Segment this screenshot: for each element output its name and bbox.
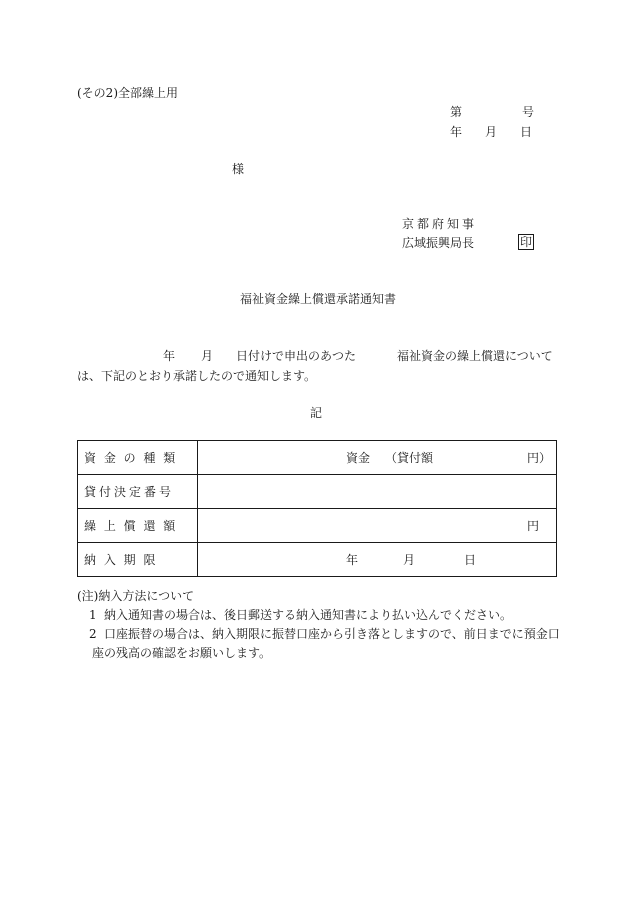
- note-1-text: 納入通知書の場合は、後日郵送する納入通知書により払い込んでください。: [104, 608, 513, 622]
- label-loan-number: 貸付決定番号: [78, 475, 198, 509]
- details-table: [77, 440, 557, 577]
- due-year: 年: [346, 552, 359, 567]
- seal-mark: [518, 234, 534, 250]
- fund-loan-amount: （貸付額: [385, 450, 434, 465]
- value-loan-number: [198, 475, 557, 509]
- body-month: 月: [201, 349, 214, 363]
- body-line2: は、下記のとおり承諾したので通知します。: [77, 369, 317, 383]
- label-fund-type: 資 金 の 種 類: [78, 441, 198, 475]
- date-day: 日: [520, 125, 533, 139]
- seal-text: 印: [520, 235, 533, 249]
- value-prepayment-amount: [198, 509, 557, 543]
- value-fund-type: [198, 441, 557, 475]
- label-prepayment-amount: 繰 上 償 還 額: [78, 509, 198, 543]
- ki-mark: 記: [310, 406, 323, 420]
- note-2-text-line1: 口座振替の場合は、納入期限に振替口座から引き落としますので、前日までに預金口: [104, 627, 560, 641]
- number-go: 号: [522, 105, 535, 119]
- body-tail: 福祉資金の繰上償還について: [397, 349, 553, 363]
- body-year: 年: [163, 349, 176, 363]
- label-due-date: 納 入 期 限: [78, 543, 198, 577]
- prepayment-yen: 円: [527, 518, 540, 533]
- note-2-text-line2: 座の残高の確認をお願いします。: [92, 646, 272, 660]
- note-1-number: 1: [89, 608, 97, 622]
- due-day: 日: [464, 552, 477, 567]
- body-text: 日付けで申出のあつた: [236, 349, 357, 363]
- notes-heading: (注)納入方法について: [77, 589, 195, 603]
- addressee-sama: 様: [232, 162, 245, 176]
- date-month: 月: [485, 125, 498, 139]
- table-row: [78, 475, 557, 509]
- sender-bureau-chief: 広域振興局長: [402, 236, 475, 250]
- form-type: (その2)全部繰上用: [77, 86, 178, 100]
- number-dai: 第: [450, 105, 463, 119]
- table-row: [78, 543, 557, 577]
- table-row: [78, 441, 557, 475]
- value-due-date: [198, 543, 557, 577]
- sender-governor: 京都府知事: [402, 217, 478, 231]
- due-month: 月: [403, 552, 416, 567]
- fund-yen: 円）: [527, 450, 552, 465]
- table-row: [78, 509, 557, 543]
- fund-shikin: 資金: [346, 450, 371, 465]
- date-year: 年: [450, 125, 463, 139]
- document-title: 福祉資金繰上償還承諾通知書: [240, 292, 397, 306]
- note-2-number: 2: [89, 627, 97, 641]
